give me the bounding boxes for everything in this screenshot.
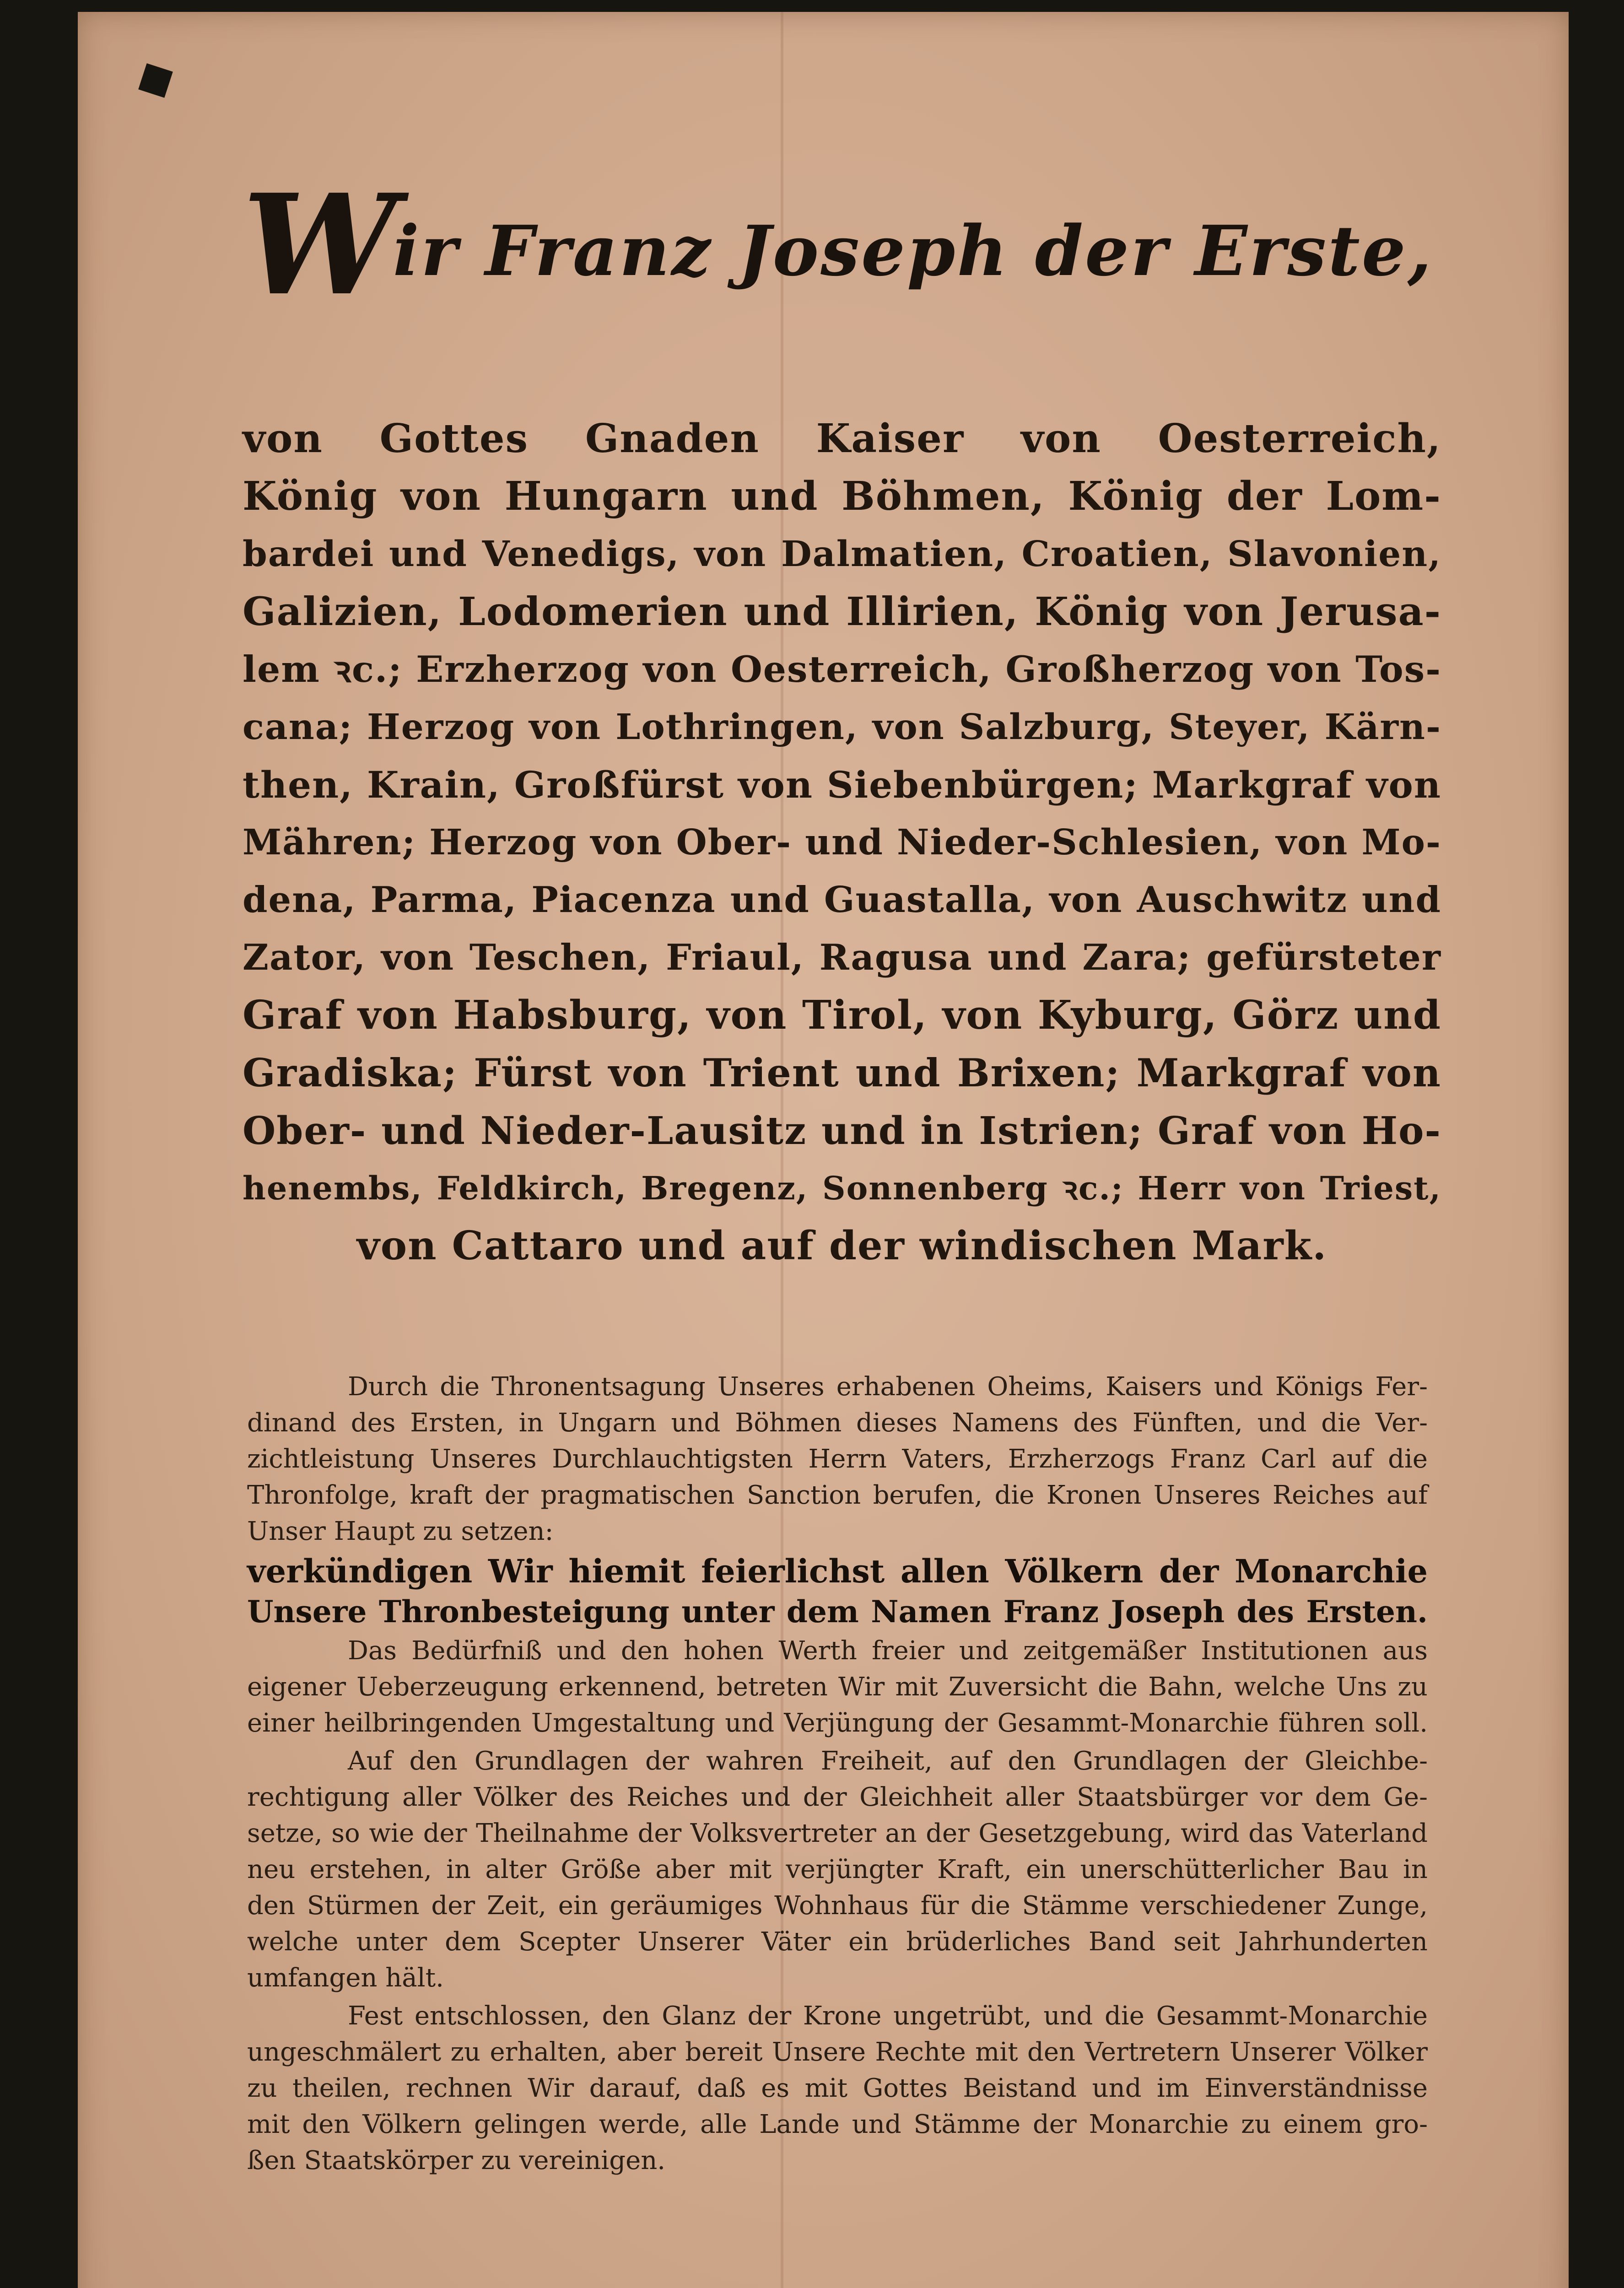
text-line: Thronfolge, kraft der pragmatischen Sanction berufen, die Kronen Unseres Reiches auf [247,1480,1428,1510]
text-line: Fest entschlossen, den Glanz der Krone ungetrübt, und die Gesammt-Monarchie [348,2001,1428,2031]
text-line: zu theilen, rechnen Wir darauf, daß es mit Gottes Beistand und im Einverständnisse [247,2073,1428,2103]
titles-line: then, Krain, Großfürst von Siebenbürgen; Markgraf von [243,763,1441,806]
proclamation-line: Unsere Thronbesteigung unter dem Namen Franz Joseph des Ersten. [247,1594,1428,1630]
text-line: mit den Völkern gelingen werde, alle Lande und Stämme der Monarchie zu einem gro- [247,2110,1428,2139]
title-rest: ir Franz Joseph der Erste, [393,210,1434,291]
text-line: Auf den Grundlagen der wahren Freiheit, auf den Grundlagen der Gleichbe- [348,1746,1428,1776]
titles-line: von Cattaro und auf der windischen Mark. [356,1223,1327,1269]
text-line: ßen Staatskörper zu vereinigen. [247,2146,666,2175]
paragraph-1 [247,1369,1428,1549]
torn-corner [138,63,173,98]
title-initial: W [243,164,393,326]
text-line: ungeschmälert zu erhalten, aber bereit Unsere Rechte mit den Vertretern Unserer Völker [247,2037,1428,2067]
titles-line: Graf von Habsburg, von Tirol, von Kyburg, Görz und [243,992,1441,1038]
text-line: einer heilbringenden Umgestaltung und Verjüngung der Gesammt-Monarchie führen soll. [247,1708,1428,1738]
text-line: rechtigung aller Völker des Reiches und der Gleichheit aller Staatsbürger vor dem Ge- [247,1782,1428,1812]
text-line: welche unter dem Scepter Unserer Väter ein brüderliches Band seit Jahrhunderten [247,1927,1428,1957]
titles-line: lem ꝛc.; Erzherzog von Oesterreich, Großherzog von Tos- [243,648,1441,691]
text-line: Das Bedürfniß und den hohen Werth freier und zeitgemäßer Institutionen aus [348,1636,1428,1666]
titles-line: von Gottes Gnaden Kaiser von Oesterreich, [243,416,1441,462]
paragraph-4 [247,1998,1428,2179]
titles-line: bardei und Venedigs, von Dalmatien, Croatien, Slavonien, [243,534,1441,575]
titles-line: König von Hungarn und Böhmen, König der Lom- [243,473,1441,519]
titles-line: henembs, Feldkirch, Bregenz, Sonnenberg ꝛc.; Herr von Triest, [243,1169,1441,1207]
titles-line: cana; Herzog von Lothringen, von Salzburg, Steyer, Kärn- [243,707,1441,748]
proclamation-line: verkündigen Wir hiemit feierlichst allen Völkern der Monarchie [247,1552,1428,1590]
text-line: umfangen hält. [247,1963,444,1993]
paragraph-2 [247,1633,1428,1741]
document-title [243,164,1441,326]
proclamation-body [247,1369,1428,2179]
text-line: Durch die Thronentsagung Unseres erhabenen Oheims, Kaisers und Königs Fer- [348,1372,1428,1402]
royal-titles [243,410,1441,1275]
text-line: dinand des Ersten, in Ungarn und Böhmen dieses Namens des Fünften, und die Ver- [247,1408,1428,1438]
proclamation-statement [247,1551,1428,1632]
text-line: zichtleistung Unseres Durchlauchtigsten Herrn Vaters, Erzherzogs Franz Carl auf die [247,1444,1428,1474]
text-line: Unser Haupt zu setzen: [247,1516,554,1546]
text-line: neu erstehen, in alter Größe aber mit verjüngter Kraft, ein unerschütterlicher Bau in [247,1855,1428,1884]
titles-line: Ober- und Nieder-Lausitz und in Istrien; Graf von Ho- [243,1108,1441,1153]
titles-line: dena, Parma, Piacenza und Guastalla, von Auschwitz und [243,879,1441,921]
text-line: setze, so wie der Theilnahme der Volksvertreter an der Gesetzgebung, wird das Vaterland [247,1819,1428,1848]
titles-line: Zator, von Teschen, Friaul, Ragusa und Zara; gefürsteter [243,937,1441,978]
titles-line: Galizien, Lodomerien und Illirien, König von Jerusa- [243,589,1441,635]
titles-line: Gradiska; Fürst von Trient und Brixen; Markgraf von [243,1050,1441,1095]
paragraph-3 [247,1743,1428,1996]
document-sheet [78,12,1569,2288]
text-line: eigener Ueberzeugung erkennend, betreten Wir mit Zuversicht die Bahn, welche Uns zu [247,1672,1428,1702]
text-line: den Stürmen der Zeit, ein geräumiges Wohnhaus für die Stämme verschiedener Zunge, [247,1891,1428,1921]
titles-line: Mähren; Herzog von Ober- und Nieder-Schlesien, von Mo- [243,822,1441,863]
